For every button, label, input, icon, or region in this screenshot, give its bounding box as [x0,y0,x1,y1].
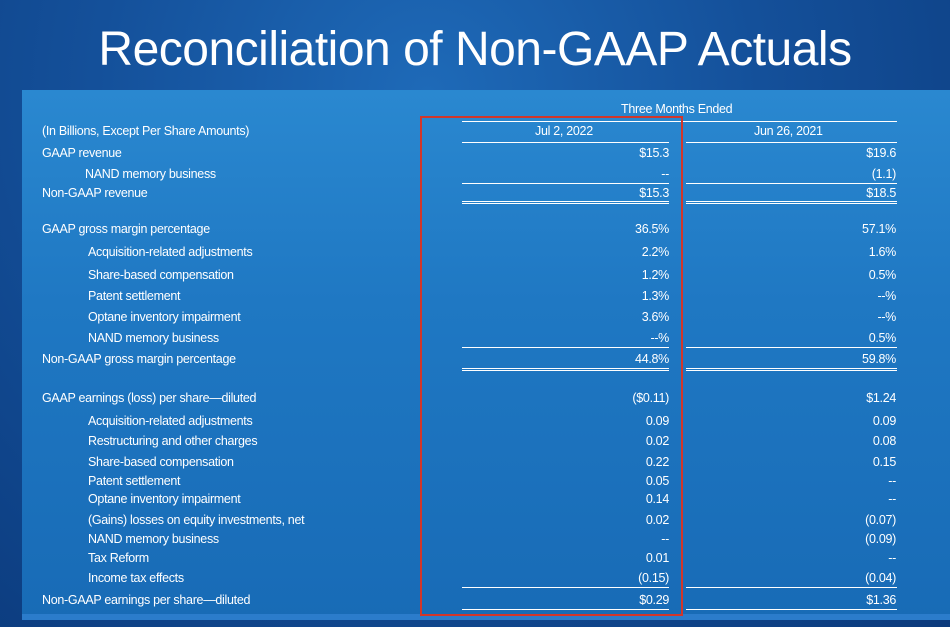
column-highlight-box [420,116,683,616]
row-label: GAAP gross margin percentage [42,222,210,236]
value-jun-2021: $1.36 [866,593,896,607]
row-label: NAND memory business [88,331,219,345]
value-jun-2021: 57.1% [862,222,896,236]
value-jul-2022: 0.02 [645,513,669,527]
column-header-jul-2-2022: Jul 2, 2022 [535,124,593,138]
subtotal-rule [686,347,897,348]
value-jun-2021: 0.09 [872,414,896,428]
value-jul-2022: (0.15) [638,571,669,585]
value-jun-2021: --% [877,289,896,303]
row-label: (Gains) losses on equity investments, net [88,513,305,527]
row-label: NAND memory business [88,532,219,546]
value-jun-2021: 0.5% [868,331,896,345]
value-jun-2021: 0.5% [868,268,896,282]
value-jul-2022: $15.3 [639,146,669,160]
value-jul-2022: 2.2% [641,245,669,259]
total-rule [686,201,897,202]
row-label: Tax Reform [88,551,149,565]
value-jun-2021: -- [888,474,896,488]
row-label: Share-based compensation [88,455,234,469]
value-jul-2022: 0.02 [645,434,669,448]
row-label: Patent settlement [88,474,181,488]
value-jun-2021: 0.08 [872,434,896,448]
row-label: Non-GAAP earnings per share—diluted [42,593,251,607]
row-label: Acquisition-related adjustments [88,414,253,428]
total-rule [686,609,897,610]
total-rule [686,370,897,371]
row-label: Optane inventory impairment [88,310,241,324]
value-jul-2022: 3.6% [641,310,669,324]
page-title: Reconciliation of Non-GAAP Actuals [98,23,852,76]
value-jun-2021: -- [888,492,896,506]
value-jul-2022: 0.01 [645,551,669,565]
value-jul-2022: -- [661,532,669,546]
value-jun-2021: 1.6% [868,245,896,259]
value-jun-2021: $18.5 [866,186,896,200]
value-jun-2021: (0.04) [865,571,896,585]
value-jul-2022: 0.09 [645,414,669,428]
period-group-header: Three Months Ended [621,102,733,116]
value-jul-2022: ($0.11) [632,391,669,405]
value-jun-2021: --% [877,310,896,324]
row-label: GAAP earnings (loss) per share—diluted [42,391,257,405]
row-label: Income tax effects [88,571,184,585]
row-label: Optane inventory impairment [88,492,241,506]
row-label: Share-based compensation [88,268,234,282]
value-jul-2022: $15.3 [639,186,669,200]
value-jun-2021: $19.6 [866,146,896,160]
column-header-rule-2 [686,142,897,143]
row-label: Restructuring and other charges [88,434,258,448]
row-label: Acquisition-related adjustments [88,245,253,259]
units-label: (In Billions, Except Per Share Amounts) [42,124,250,138]
value-jun-2021: 0.15 [872,455,896,469]
total-rule [686,203,897,204]
row-label: Non-GAAP revenue [42,186,148,200]
total-rule [686,368,897,369]
row-label: NAND memory business [85,167,216,181]
value-jul-2022: $0.29 [639,593,669,607]
value-jun-2021: 59.8% [862,352,896,366]
value-jun-2021: -- [888,551,896,565]
value-jul-2022: 0.14 [645,492,669,506]
value-jun-2021: (1.1) [871,167,896,181]
value-jul-2022: 44.8% [635,352,669,366]
row-label: Patent settlement [88,289,181,303]
value-jul-2022: 0.22 [645,455,669,469]
value-jul-2022: 36.5% [635,222,669,236]
subtotal-rule [686,587,897,588]
value-jun-2021: (0.07) [865,513,896,527]
column-header-jun-26-2021: Jun 26, 2021 [754,124,823,138]
value-jun-2021: (0.09) [865,532,896,546]
value-jul-2022: --% [650,331,669,345]
row-label: Non-GAAP gross margin percentage [42,352,236,366]
value-jul-2022: 1.3% [641,289,669,303]
row-label: GAAP revenue [42,146,122,160]
value-jul-2022: 1.2% [641,268,669,282]
value-jul-2022: -- [661,167,669,181]
value-jul-2022: 0.05 [645,474,669,488]
value-jun-2021: $1.24 [866,391,896,405]
